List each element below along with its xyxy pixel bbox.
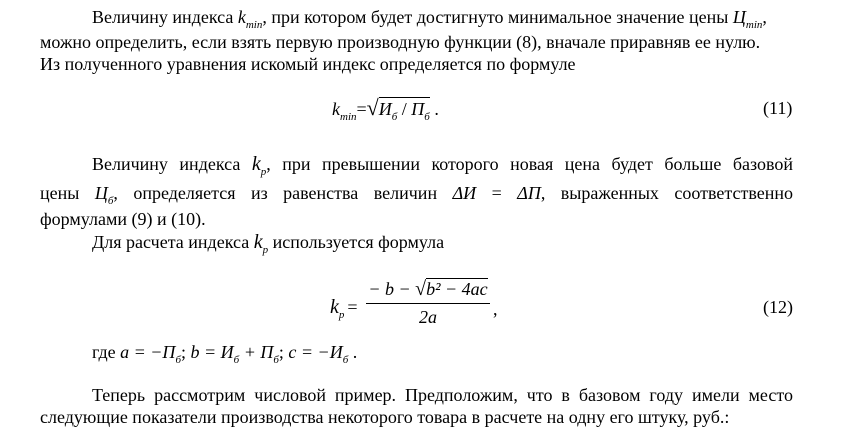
para2-line2 [40, 183, 793, 206]
equation-12-comma: , [493, 299, 498, 319]
where-line [92, 342, 357, 365]
text: , [762, 7, 767, 27]
def-b: b = И [190, 342, 234, 362]
para3-line1: Теперь рассмотрим числовой пример. Предположим, что в базовом году имели место [92, 385, 793, 405]
para1-line2: можно определить, если взять первую производную функции (8), вначале приравняв ее нулю. [40, 32, 761, 52]
equals: = [347, 297, 358, 317]
sqrt-sign: √ [366, 95, 379, 120]
var-k: k [330, 296, 339, 318]
delta-p: ΔП [517, 183, 541, 203]
var-k: k [237, 7, 246, 27]
text: Величину индекса [92, 154, 252, 174]
sub-p: p [338, 309, 345, 321]
text: цены [40, 183, 95, 203]
equation-12-fraction [366, 278, 490, 328]
sub-min: min [340, 111, 357, 123]
sub-min: min [745, 19, 763, 31]
equation-12-number: (12) [763, 297, 793, 317]
para3-line2: следующие показатели производства некоторого товара в расчете на одну его штуку, руб.: [40, 407, 730, 427]
sub-b: б [273, 354, 279, 366]
text: Величину индекса [92, 7, 238, 27]
para2-line3: формулами (9) и (10). [40, 209, 206, 229]
var-i: И [378, 99, 392, 119]
sub-p: p [262, 244, 269, 256]
var-ts: Ц [732, 7, 746, 27]
fraction-denominator: 2a [419, 307, 437, 327]
para2-line1 [92, 154, 793, 177]
equals: = [476, 183, 518, 203]
var-k: k [332, 99, 340, 119]
sub-p: p [260, 166, 267, 178]
text: , определяется из равенства величин [113, 183, 453, 203]
fraction-bar [366, 303, 490, 304]
def-b-plus: + П [239, 342, 274, 362]
def-c: c = −И [288, 342, 343, 362]
text: , при котором будет достигнуто минимальное значение цены [262, 7, 733, 27]
separator: ; [278, 342, 289, 362]
var-k: k [253, 231, 263, 253]
period: . [348, 342, 358, 362]
sqrt-sign: √ [415, 278, 427, 300]
sub-b: б [107, 195, 114, 207]
where-label: где [92, 342, 121, 362]
equation-11-number: (11) [763, 98, 793, 118]
equation-12-lhs [330, 297, 358, 320]
text: , при превышении которого новая цена будет больше базовой [266, 154, 793, 174]
var-k: k [251, 153, 261, 175]
delta-i: ΔИ [452, 183, 477, 203]
minus-b-minus: − b − [368, 279, 416, 299]
para1-line1 [92, 7, 767, 30]
radicand [378, 97, 430, 123]
sub-b: б [391, 111, 398, 123]
separator: ; [180, 342, 191, 362]
period: . [429, 99, 439, 119]
equals: = [356, 99, 367, 119]
para2-line4 [92, 232, 444, 255]
radicand: b² − 4ac [426, 279, 488, 299]
sub-b: б [175, 354, 181, 366]
sub-b: б [342, 354, 349, 366]
sub-b: б [424, 111, 430, 123]
var-ts: Ц [94, 183, 108, 203]
slash: / [397, 99, 412, 119]
para1-line3: Из полученного уравнения искомый индекс определяется по формуле [40, 54, 576, 74]
equation-11 [332, 95, 439, 123]
def-a: a = −П [120, 342, 176, 362]
text: используется формула [268, 232, 445, 252]
text: , выраженных соответственно [540, 183, 793, 203]
fraction-numerator [366, 278, 490, 300]
text: Для расчета индекса [92, 232, 254, 252]
sub-min: min [245, 19, 263, 31]
sub-b: б [233, 354, 240, 366]
var-p: П [411, 99, 425, 119]
